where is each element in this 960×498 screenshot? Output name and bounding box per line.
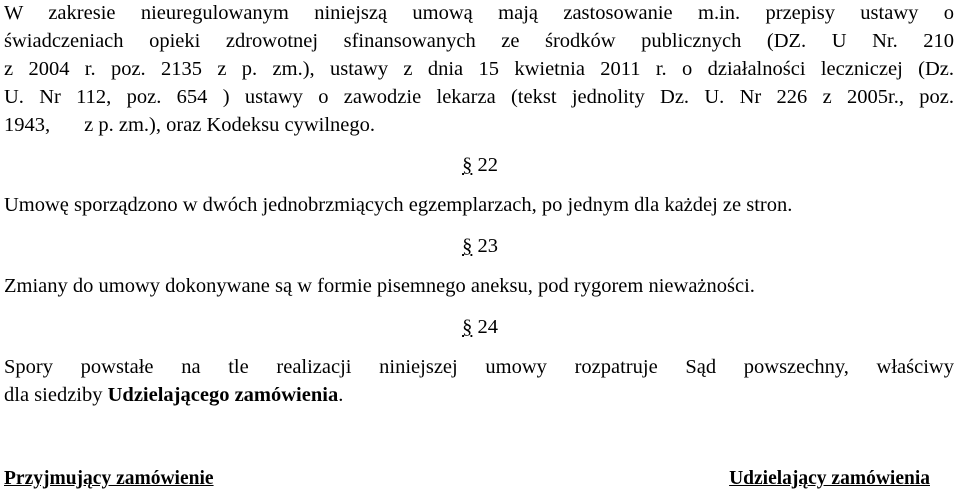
section-number: 22	[477, 154, 498, 176]
intro-line-5	[4, 112, 954, 139]
intro-line-5-part-a: 1943,	[4, 114, 51, 136]
section-24-text-plain: dla siedziby	[4, 384, 108, 406]
section-23-heading	[0, 233, 960, 260]
section-23-text: Zmiany do umowy dokonywane są w formie pisemnego aneksu, pod rygorem nieważności.	[4, 275, 755, 297]
section-24-text-line-2	[4, 382, 954, 409]
paragraph-symbol: §	[462, 316, 473, 338]
section-24-text-line-1: Spory powstałe na tle realizacji niniejszej umowy rozpatruje Sąd powszechny, właściwy	[4, 356, 954, 378]
section-22-heading	[0, 152, 960, 179]
intro-line-5-part-b: z p. zm.), oraz Kodeksu cywilnego.	[84, 114, 376, 136]
intro-line-2: świadczeniach opieki zdrowotnej sfinansowanych ze środków publicznych (DZ. U Nr. 210	[4, 30, 954, 52]
section-22-text: Umowę sporządzono w dwóch jednobrzmiących egzemplarzach, po jednym dla każdej ze stron.	[4, 194, 793, 216]
intro-line-3: z 2004 r. poz. 2135 z p. zm.), ustawy z dnia 15 kwietnia 2011 r. o działalności leczniczej (Dz.	[4, 58, 954, 80]
signature-contractor: Przyjmujący zamówienie	[4, 468, 214, 489]
intro-line-4: U. Nr 112, poz. 654 ) ustawy o zawodzie lekarza (tekst jednolity Dz. U. Nr 226 z 2005r., poz.	[4, 86, 954, 108]
signature-ordering-party: Udzielający zamówienia	[729, 468, 930, 489]
section-24-text-end: .	[338, 384, 344, 406]
section-24-text-bold: Udzielającego zamówienia	[107, 384, 339, 406]
paragraph-symbol: §	[462, 235, 473, 257]
section-number: 23	[477, 235, 498, 257]
paragraph-symbol: §	[462, 154, 473, 176]
section-number: 24	[477, 316, 498, 338]
intro-line-1: W zakresie nieuregulowanym niniejszą umową mają zastosowanie m.in. przepisy ustawy o	[4, 2, 954, 24]
section-24-heading	[0, 314, 960, 341]
